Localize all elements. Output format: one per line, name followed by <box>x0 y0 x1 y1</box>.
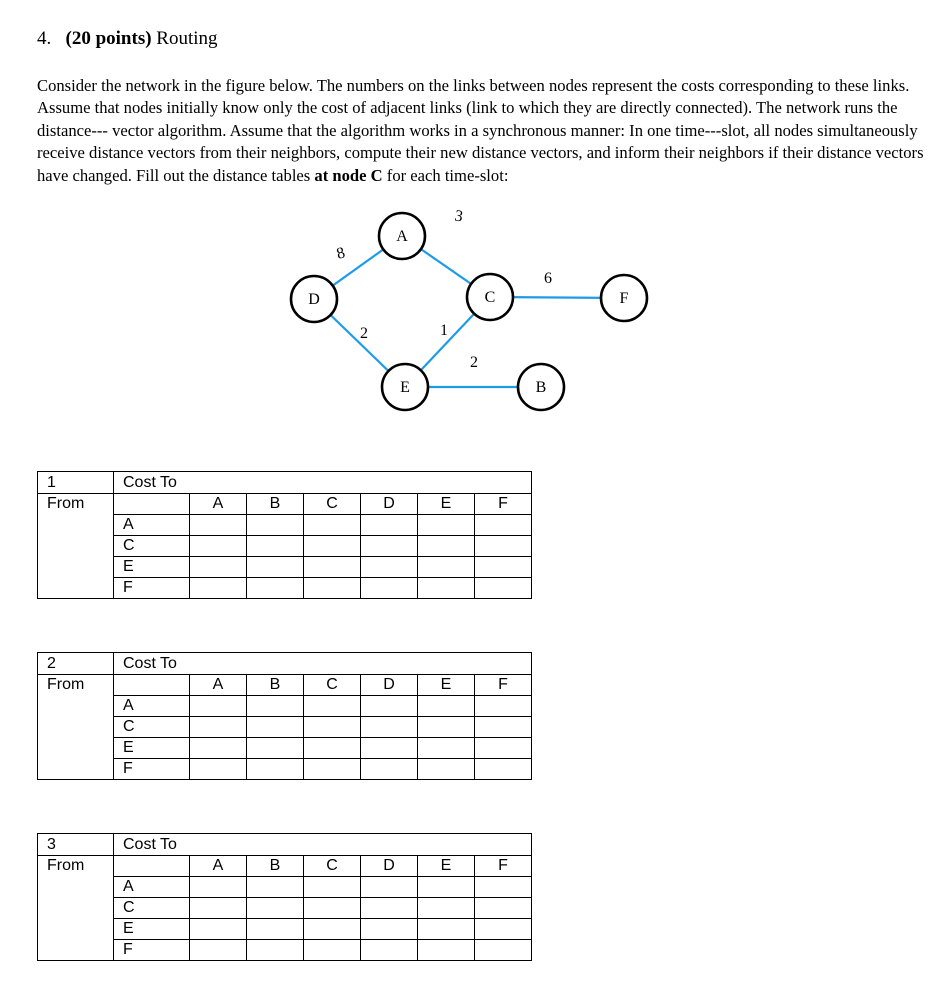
distance-cell[interactable] <box>304 738 361 759</box>
distance-cell[interactable] <box>190 536 247 557</box>
column-header: A <box>190 494 247 515</box>
distance-cell[interactable] <box>361 515 418 536</box>
column-header: C <box>304 856 361 877</box>
from-label: From <box>38 494 114 515</box>
distance-cell[interactable] <box>304 940 361 961</box>
node-label: F <box>619 290 629 307</box>
question-topic: Routing <box>156 28 218 49</box>
from-column-spacer <box>38 536 114 557</box>
table-row <box>38 919 532 940</box>
column-header: F <box>475 494 532 515</box>
distance-cell[interactable] <box>247 940 304 961</box>
row-header: E <box>114 557 190 578</box>
time-slot-number: 3 <box>38 834 114 856</box>
distance-cell[interactable] <box>418 717 475 738</box>
row-header: C <box>114 717 190 738</box>
table-row <box>38 717 532 738</box>
distance-cell[interactable] <box>304 877 361 898</box>
table-row <box>38 759 532 780</box>
corner-cell <box>114 856 190 877</box>
column-header: B <box>247 856 304 877</box>
table-row <box>38 877 532 898</box>
from-column-spacer <box>38 696 114 717</box>
distance-cell[interactable] <box>475 717 532 738</box>
distance-cell[interactable] <box>304 557 361 578</box>
distance-cell[interactable] <box>361 696 418 717</box>
distance-cell[interactable] <box>475 557 532 578</box>
distance-cell[interactable] <box>418 696 475 717</box>
distance-cell[interactable] <box>304 536 361 557</box>
distance-cell[interactable] <box>418 536 475 557</box>
distance-cell[interactable] <box>418 557 475 578</box>
cost-to-label: Cost To <box>114 834 532 856</box>
distance-cell[interactable] <box>190 759 247 780</box>
distance-cell[interactable] <box>190 557 247 578</box>
from-label: From <box>38 675 114 696</box>
node-label: D <box>308 291 320 308</box>
from-column-spacer <box>38 759 114 780</box>
distance-cell[interactable] <box>418 515 475 536</box>
distance-cell[interactable] <box>418 919 475 940</box>
link-cost-label: 2 <box>470 354 478 371</box>
distance-cell[interactable] <box>361 738 418 759</box>
distance-cell[interactable] <box>361 536 418 557</box>
table-row <box>38 515 532 536</box>
distance-cell[interactable] <box>247 738 304 759</box>
distance-cell[interactable] <box>190 877 247 898</box>
distance-cell[interactable] <box>304 717 361 738</box>
distance-cell[interactable] <box>475 536 532 557</box>
row-header: A <box>114 515 190 536</box>
node-label: B <box>535 379 547 396</box>
column-header: D <box>361 856 418 877</box>
from-column-spacer <box>38 557 114 578</box>
from-column-spacer <box>38 738 114 759</box>
row-header: C <box>114 536 190 557</box>
distance-cell[interactable] <box>247 696 304 717</box>
table-row <box>38 898 532 919</box>
distance-cell[interactable] <box>475 759 532 780</box>
from-column-spacer <box>38 515 114 536</box>
from-column-spacer <box>38 717 114 738</box>
distance-cell[interactable] <box>418 940 475 961</box>
distance-cell[interactable] <box>361 898 418 919</box>
distance-cell[interactable] <box>190 696 247 717</box>
column-header: B <box>247 494 304 515</box>
from-column-spacer <box>38 898 114 919</box>
row-header: F <box>114 759 190 780</box>
distance-cell[interactable] <box>247 919 304 940</box>
distance-cell[interactable] <box>190 940 247 961</box>
distance-cell[interactable] <box>304 759 361 780</box>
distance-cell[interactable] <box>475 696 532 717</box>
row-header: E <box>114 738 190 759</box>
column-header: A <box>190 856 247 877</box>
node-label: A <box>396 228 408 245</box>
distance-cell[interactable] <box>418 738 475 759</box>
distance-cell[interactable] <box>190 717 247 738</box>
column-header: D <box>361 494 418 515</box>
table-row <box>38 738 532 759</box>
distance-cell[interactable] <box>361 578 418 599</box>
link-cost-label: 2 <box>360 325 368 342</box>
from-column-spacer <box>38 578 114 599</box>
distance-cell[interactable] <box>190 898 247 919</box>
cost-to-label: Cost To <box>114 472 532 494</box>
column-header: F <box>475 856 532 877</box>
link-cost-label: 3 <box>453 207 465 226</box>
column-header: F <box>475 675 532 696</box>
distance-cell[interactable] <box>475 738 532 759</box>
row-header: A <box>114 696 190 717</box>
distance-cell[interactable] <box>418 877 475 898</box>
row-header: A <box>114 877 190 898</box>
cost-to-label: Cost To <box>114 653 532 675</box>
table-row <box>38 696 532 717</box>
distance-table-slot-1 <box>37 471 532 599</box>
time-slot-number: 2 <box>38 653 114 675</box>
instructions-text-1: Consider the network in the figure below. The numbers on the links between nodes represent the costs corresponding to these links. Assume that nodes initially know only the cost of adjacent links (link to which they are directly connected). The network runs the distance--- vector algorithm. Assume that the algorithm works in a synchronous manner: In one time---slot, all nodes simultaneously receive distance vectors from their neighbors, compute their new distance vectors, and inform their neighbors if their distance vectors have changed. Fill out the distance tables <box>37 76 924 185</box>
column-header: C <box>304 494 361 515</box>
from-label: From <box>38 856 114 877</box>
distance-cell[interactable] <box>304 515 361 536</box>
column-header: E <box>418 856 475 877</box>
from-column-spacer <box>38 877 114 898</box>
link-cost-label: 1 <box>440 322 448 339</box>
question-number: 4. <box>37 28 52 49</box>
node-label: C <box>484 289 496 306</box>
distance-cell[interactable] <box>361 877 418 898</box>
distance-cell[interactable] <box>361 557 418 578</box>
column-header: A <box>190 675 247 696</box>
distance-cell[interactable] <box>247 557 304 578</box>
row-header: F <box>114 940 190 961</box>
row-header: E <box>114 919 190 940</box>
distance-cell[interactable] <box>475 877 532 898</box>
from-column-spacer <box>38 919 114 940</box>
distance-table-slot-2 <box>37 652 532 780</box>
distance-cell[interactable] <box>247 578 304 599</box>
node-label: E <box>400 379 410 396</box>
instructions-bold-text: at node C <box>314 165 383 185</box>
link-cost-label: 8 <box>334 244 347 263</box>
distance-cell[interactable] <box>475 515 532 536</box>
distance-cell[interactable] <box>190 919 247 940</box>
column-header: C <box>304 675 361 696</box>
distance-cell[interactable] <box>361 940 418 961</box>
column-header: B <box>247 675 304 696</box>
question-points: (20 points) <box>65 28 152 49</box>
distance-cell[interactable] <box>304 578 361 599</box>
distance-cell[interactable] <box>247 877 304 898</box>
distance-cell[interactable] <box>190 738 247 759</box>
distance-cell[interactable] <box>247 898 304 919</box>
distance-cell[interactable] <box>361 759 418 780</box>
distance-cell[interactable] <box>247 536 304 557</box>
distance-cell[interactable] <box>418 578 475 599</box>
link-cost-label: 6 <box>544 270 552 287</box>
distance-cell[interactable] <box>304 919 361 940</box>
column-header: E <box>418 675 475 696</box>
distance-cell[interactable] <box>418 898 475 919</box>
corner-cell <box>114 494 190 515</box>
distance-cell[interactable] <box>247 717 304 738</box>
corner-cell <box>114 675 190 696</box>
row-header: C <box>114 898 190 919</box>
distance-cell[interactable] <box>247 515 304 536</box>
distance-cell[interactable] <box>361 717 418 738</box>
distance-cell[interactable] <box>418 759 475 780</box>
network-diagram <box>0 0 935 440</box>
distance-table-slot-3 <box>37 833 532 961</box>
distance-cell[interactable] <box>247 759 304 780</box>
instructions-text-2: for each time-slot: <box>382 165 509 185</box>
row-header: F <box>114 578 190 599</box>
column-header: D <box>361 675 418 696</box>
distance-cell[interactable] <box>190 578 247 599</box>
table-row <box>38 940 532 961</box>
distance-cell[interactable] <box>475 919 532 940</box>
table-row <box>38 557 532 578</box>
distance-cell[interactable] <box>190 515 247 536</box>
table-row <box>38 578 532 599</box>
distance-cell[interactable] <box>304 898 361 919</box>
from-column-spacer <box>38 940 114 961</box>
column-header: E <box>418 494 475 515</box>
distance-cell[interactable] <box>475 940 532 961</box>
distance-cell[interactable] <box>475 578 532 599</box>
time-slot-number: 1 <box>38 472 114 494</box>
distance-cell[interactable] <box>475 898 532 919</box>
table-row <box>38 536 532 557</box>
distance-cell[interactable] <box>304 696 361 717</box>
distance-cell[interactable] <box>361 919 418 940</box>
